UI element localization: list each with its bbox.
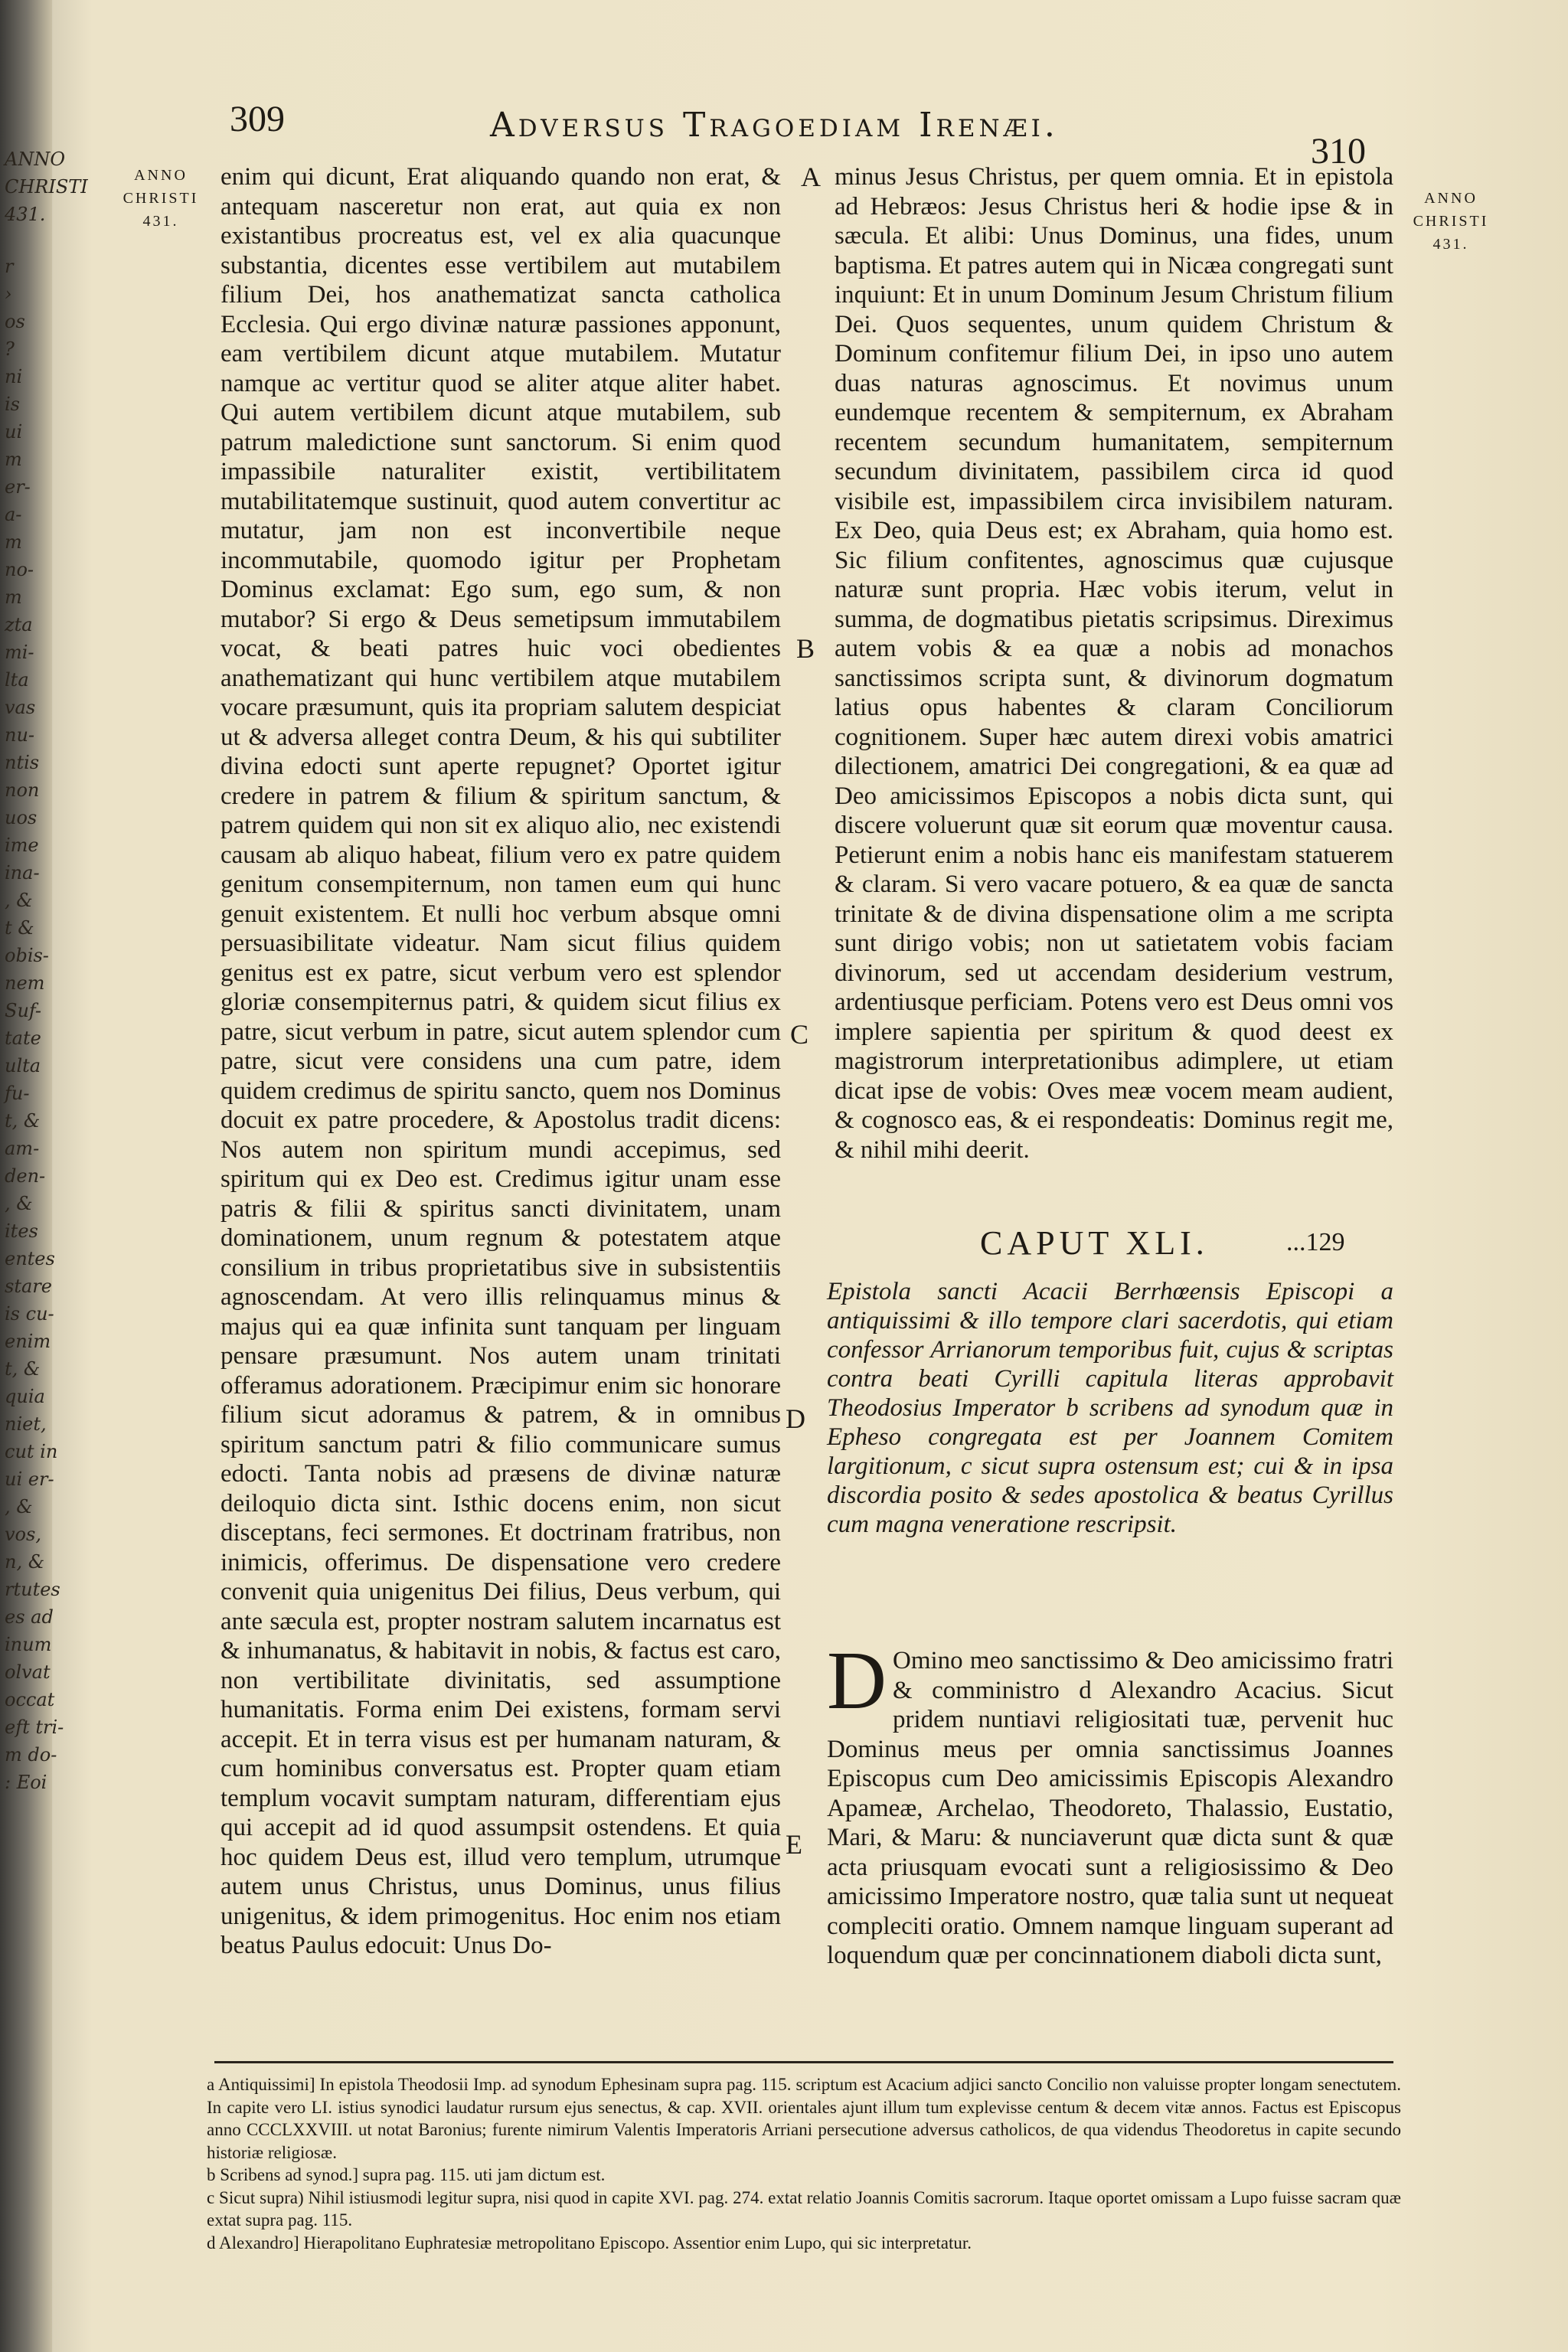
section-letter-e: E — [786, 1829, 802, 1860]
footnote: d Alexandro] Hierapolitano Euphratesiæ metropolitano Episcopo. Assentior enim Lupo, qui sic interpretatur. — [207, 2233, 972, 2252]
left-column-text: enim qui dicunt, Erat aliquando quando non erat, & antequam nasceretur non erat, aut quia ex non existantibus procreatus est, vel ex alia quacunque substantia, dicentes esse vertibilem aut mutabilem filium Dei, hos anathematizat sancta catholica Ecclesia. Qui ergo divinæ naturæ passiones apponunt, eam vertibilem dicunt atque mutabilem. Mutatur namque ac vertitur quod se aliter atque aliter habet. Qui autem vertibilem dicunt atque mutabilem, sub patrum maledictione sunt sanctorum. Si enim quod impassibile naturaliter existit, vertibilitatem mutabilitatemque sustinuit, quod autem convertitur ac mutatur, jam non est inconvertibile neque incommutabile, quomodo igitur per Prophetam Dominus exclamat: Ego sum, ego sum, & non mutabor? Si ergo & Deus semetipsum immutabilem vocat, & beati patres huic voci obedientes anathematizant qui hunc vertibilem atque mutabilem vocare præsumunt, quis ita propriam salutem despiciat ut & adversa alleget contra Deum, & his qui subtiliter divina edocti sunt aperte repugnet? Oportet igitur credere in patrem & filium & spiritum sanctum, & patrem quidem qui non sit ex aliquo alio, nec existendi causam ab aliquo habeat, filium vero ex patre quidem genitum consempiternum, non tamen eum qui hunc genuit existentem. Et nulli hoc verbum absque omni persuasibilitate videatur. Nam sicut filius quidem genitus est ex patre, sicut verbum vero est splendor gloriæ consempiternus patri, & quidem sicut filius ex patre, sicut verbum in patre, sicut autem splendor cum patre, sicut vere considens una cum patre, idem quidem credimus de spiritu sancto, quem nos Dominus docuit ex patre procedere, & Apostolus tradit dicens: Nos autem non spiritum mundi accepimus, sed spiritum qui ex Deo est. Credimus igitur unam esse patris & filii & spiritus sancti divinitatem, unam dominationem, unum regnum & potestatem atque consilium in tribus proprietatibus sive in subsistentiis agnoscendam. At vero illis relinquamus minus & majus qui ea quæ infinita sunt tanquam per linguam pensare præsumunt. Nos autem unam trinitati offeramus adorationem. Præcipimur enim sic honorare filium sicut adoramus & patrem, & in omnibus spiritum sanctum patri & filio communicare sumus edocti. Tanta nobis ad præsens de divinæ naturæ deiloquio dicta sint. Isthic docens enim, non sicut disceptans, feci sermones. Et doctrinam fratribus, non inimicis, offerimus. De dispensatione vero credere convenit quia unigenitus Dei filius, Deus verbum, qui ante sæcula est, propter nostram salutem incarnatus est & inhumanatus, & habitavit in nobis, & factus est caro, non vertibilitate divinitatis, sed assumptione humanitatis. Forma enim Dei existens, formam servi accepit. Et in terra visus est per humanam naturam, & cum hominibus conversatus est. Propter quam etiam templum vocavit sumptam naturam, differentiam ejus qui accepit ad id quod assumpsit ostendens. Et quia hoc quidem Deus est, illud vero templum, utrumque autem unus Christus, unus Dominus, unus filius unigenitus, & idem primogenitus. Hoc enim nos etiam beatus Paulus edocuit: Unus Do- — [220, 163, 781, 1959]
chapter-marginal-number: ...129 — [1286, 1228, 1345, 1256]
left-column — [220, 162, 781, 1961]
year-note-left: ANNO CHRISTI 431. — [122, 167, 199, 230]
right-column-upper-text: minus Jesus Christus, per quem omnia. Et in epistola ad Hebræos: Jesus Christus heri & hodie ipse & in sæcula. Et alibi: Unus Dominus, una fides, unum baptisma. Et patres autem qui in Nicæa congregati sunt inquiunt: Et in unum Dominum Jesum Christum filium Dei. Quos sequentes, unum quidem Christum & Dominum confitemur filium Dei, in ipso uno autem duas naturas agnoscimus. Et novimus unum eundemque recentem & sempiternum, ex Abraham recentem secundum humanitatem, sempiternum secundum divinitatem, passibilem circa id quod visibile est, impassibilem circa invisibilem naturam. Ex Deo, quia Deus est; ex Abraham, quia homo est. Sic filium confitentes, agnoscimus quæ cujusque naturæ sunt propria. Hæc vobis iterum, velut in summa, de dogmatibus pietatis scripsimus. Direximus autem vobis & ea quæ a nobis ad monachos sanctissimos scripta sunt, & divinorum dogmatum latius opus habentes & claram Conciliorum cognitionem. Super hæc autem direxi vobis amatrici dilectionem, amatrici Dei congregationi, & ea quæ ad Deo amicissimos Episcopos a nobis dicta sunt, qui discere voluerunt quæ sit eorum quæ moventur causa. Petierunt enim a nobis hanc eis manifestam statuerem & claram. Si vero vacare potuero, & ea quæ de sancta trinitate & de divina dispensatione olim a me scripta sunt dirigo vobis; non ut satietatem vobis faciam divinorum, sed ut accendam desiderium vestrum, ardentiusque perficiam. Potens vero est Deus omni vos implere sapientia per spiritum & quod deest ex magistrorum interpretationibus adimplere, ut etiam dicat ipse de vobis: Oves meæ vocem meam audient, & cognosco eas, & ei respondeatis: Dominus regit me, & nihil mihi deerit. — [835, 163, 1393, 1164]
margin-fragment-year: ANNO CHRISTI 431. — [5, 149, 88, 225]
right-column-upper — [835, 162, 1393, 1165]
section-letter-a: A — [801, 162, 821, 192]
section-letter-b: B — [796, 633, 815, 664]
footnote: a Antiquissimi] In epistola Theodosii Imp. ad synodum Ephesinam supra pag. 115. scriptum est Acacium adjici sancto Concilio non valuisse propter longam senectutem. In capite vero LI. istius synodici laudatur rursum ejus senectus, & cap. XVII. orientales ajunt illum tum explevisse centum & decem vitæ annos. Factus est Episcopus anno CCCLXXVIII. ut notat Baronius; furente nimirum Valentis Imperatoris Arriani persecutione adversus catholicos, de qua videndus Theodoretus in capite secundo historiæ religiosæ. — [207, 2075, 1401, 2162]
chapter-heading: CAPUT XLI. — [980, 1224, 1209, 1262]
drop-cap: D — [827, 1635, 887, 1726]
margin-fragment-lines: r › os ? ni is ui m er- a- m no- m zta mi- lta vas nu- ntis non uos ime ina- , & t & obis- nem Suf- tate ulta fu- t, & am- den- , & ites entes stare is cu- enim t, & quia niet, cut in ui er- , & vos, n, & rtutes es ad inum olvat occat eft tri- m do- : Eoi — [5, 256, 64, 1793]
letter-body — [827, 1635, 1393, 1971]
year-note-right: ANNO CHRISTI 431. — [1413, 190, 1489, 253]
footnote-rule — [214, 2061, 1393, 2063]
section-letter-d: D — [786, 1403, 805, 1434]
footnote: b Scribens ad synod.] supra pag. 115. uti jam dictum est. — [207, 2165, 606, 2184]
page-number-left: 309 — [230, 99, 285, 139]
running-title: Adversus Tragoediam Irenæi. — [490, 106, 1059, 145]
letter-text: Omino meo sanctissimo & Deo amicissimo fratri & comministro d Alexandro Acacius. Sicut pridem nuntiavi religiositati tuæ, pervenit huc Dominus meus per omnia sanctissimus Joannes Episcopus cum Deo amicissimis Episcopis Alexandro Apameæ, Archelao, Theodoreto, Thalassio, Eustatio, Mari, & Maru: & nunciaverunt quæ dicta sunt & quæ acta priusquam evocati sunt a religiosissimo & Deo amicissimo Imperatore nostro, quæ talia sunt ut nequeat compleciti oratio. Omnem namque linguam superant ad loquendum quæ per concinnationem diaboli dicta sunt, — [827, 1647, 1393, 1969]
page-number-right: 310 — [1311, 131, 1366, 172]
footnote: c Sicut supra) Nihil istiusmodi legitur supra, nisi quod in capite XVI. pag. 274. extat relatio Joannis Comitis sacrorum. Itaque oportet omissam a Lupo fuisse sacram quæ extat supra pag. 115. — [207, 2187, 1401, 2230]
chapter-title: Epistola sancti Acacii Berrhœensis Episcopi a antiquissimi & illo tempore clari sacerdotis, qui etiam confessor Arrianorum temporibus fuit, cujus & scriptas contra beati Cyrilli capitula literas approbavit Theodosius Imperator b scribens ad synodum quæ in Epheso congregata est per Joannem Comitem largitionum, c sicut supra ostensum est; cui & in ipsa discordia posito & sedes apostolica & beatus Cyrillus cum magna veneratione rescripsit. — [827, 1278, 1393, 1538]
section-letter-c: C — [790, 1019, 809, 1050]
footnotes — [207, 2073, 1401, 2254]
